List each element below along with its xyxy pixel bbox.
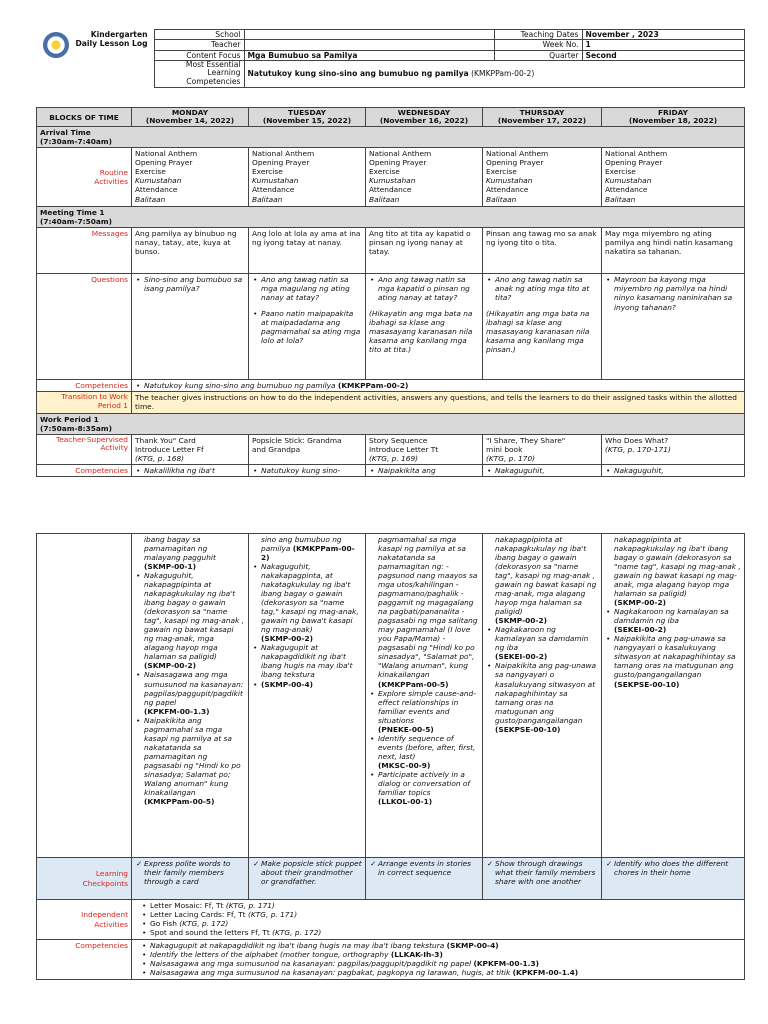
meeting-competencies: • Natutukoy kung sino-sino ang bumubuo ng pamilya (KMKPPam-00-2) (132, 380, 745, 392)
tsa-monday: Thank You" Card Introduce Letter Ff (KTG, p. 168) (132, 434, 249, 464)
message-tuesday: Ang lolo at lola ay ama at ina ng iyong tatay at nanay. (249, 228, 366, 274)
lesson-table-part1 (36, 107, 745, 477)
school-value (244, 30, 494, 40)
quarter-label: Quarter (494, 50, 582, 60)
week-value: 1 (582, 40, 744, 50)
quarter-value: Second (582, 50, 744, 60)
learning-checkpoints-label: Learning Checkpoints (37, 858, 132, 900)
routine-monday: National Anthem Opening Prayer Exercise Kumustahan Attendance Balitaan (132, 148, 249, 207)
teacher-label: Teacher (154, 40, 244, 50)
school-label: School (154, 30, 244, 40)
wp-comp-cont-wednesday: pagmamahal sa mga kasapi ng pamilya at sa nakatatanda sa pamamagitan ng: - pagsunod nang maayos sa mga utos/kahilingan - pagmamano/paghalik - paggamit ng magagalang na pagbati/pananalita - pagsasabi ng mga salitang may pagmamahal (I love you Papa/Mama) - pagsasabi ng "Hindi ko po sinasadya", "Salamat po", "Walang anuman", kung kinakailangan (KMKPPam-00-5) • Explore simple cause-and-effect relationships in familiar events and situations (PNEKE-00-5) • Identify sequence of events (before, after, first, next, last) (MKSC-00-9) • Participate actively in a dialog or conversation of familiar topics (LLKOL-00-1) (366, 534, 483, 858)
questions-monday: • Sino-sino ang bumubuo sa isang pamilya? (132, 274, 249, 380)
tsa-tuesday: Popsicle Stick: Grandma and Grandpa (249, 434, 366, 464)
wp-comp-wednesday: • Naipakikita ang (366, 464, 483, 476)
wp-comp-tuesday: • Natutukoy kung sino- (249, 464, 366, 476)
tsa-wednesday: Story Sequence Introduce Letter Tt (KTG, p. 169) (366, 434, 483, 464)
mel-value: Natutukoy kung sino-sino ang bumubuo ng pamilya (KMKPPam-00-2) (244, 60, 744, 87)
message-thursday: Pinsan ang tawag mo sa anak ng iyong tito o tita. (483, 228, 602, 274)
questions-label: Questions (37, 274, 132, 380)
arrival-time-row: Arrival Time (7:30am-7:40am) (37, 127, 745, 148)
teacher-value (244, 40, 494, 50)
content-focus-value: Mga Bumubuo sa Pamilya (244, 50, 494, 60)
transition-label: Transition to Work Period 1 (37, 392, 132, 413)
day-header-friday: FRIDAY (November 18, 2022) (602, 108, 745, 127)
routine-wednesday: National Anthem Opening Prayer Exercise Kumustahan Attendance Balitaan (366, 148, 483, 207)
tsa-thursday: "I Share, They Share" mini book (KTG, p. 170) (483, 434, 602, 464)
week-label: Week No. (494, 40, 582, 50)
day-header-monday: MONDAY (November 14, 2022) (132, 108, 249, 127)
work-period-row: Work Period 1 (7:50am-8:35am) (37, 413, 745, 434)
message-wednesday: Ang tito at tita ay kapatid o pinsan ng iyong nanay at tatay. (366, 228, 483, 274)
day-header-thursday: THURSDAY (November 17, 2022) (483, 108, 602, 127)
wp-comp-friday: • Nakaguguhit, (602, 464, 745, 476)
wp-comp-monday: • Nakalilikha ng iba't (132, 464, 249, 476)
day-header-wednesday: WEDNESDAY (November 16, 2022) (366, 108, 483, 127)
routine-tuesday: National Anthem Opening Prayer Exercise Kumustahan Attendance Balitaan (249, 148, 366, 207)
meeting-time-row: Meeting Time 1 (7:40am-7:50am) (37, 207, 745, 228)
wp-comp-cont-monday: ibang bagay sa pamamagitan ng malayang pagguhit (SKMP-00-1) • Nakaguguhit, nakapagpipinta at nakapagkukulay ng iba't ibang bagay o gawain (dekorasyon sa "name tag", kasapi ng mag-anak , gawain ng bawat kasapi ng mag-anak, mga alagang hayop mga halaman sa paligid) (SKMP-00-2) • Naisasagawa ang mga sumusunod na kasanayan: pagpilas/paggupit/pagdikit ng papel (KPKFM-00-1.3) • Naipakikita ang pagmamahal sa mga kasapi ng pamilya at sa nakatatanda sa pamamagitan ng pagsasabi ng "Hindi ko po sinasadya; Salamat po; Walang anuman" kung kinakailangan (KMKPPam-00-5) (132, 534, 249, 858)
mel-label: Most Essential Learning Competencies (154, 60, 244, 87)
teaching-dates-value: November , 2023 (582, 30, 744, 40)
lesson-table-part2 (36, 533, 745, 980)
meeting-competencies-label: Competencies (37, 380, 132, 392)
wp-comp-cont-thursday: nakapagpipinta at nakapagkukulay ng iba't ibang bagay o gawain (dekorasyon sa "name tag", kasapi ng mag-anak , gawain ng bawat kasapi ng mag-anak, mga alagang hayop mga halaman sa paligid) (SKMP-00-2) • Nagkakaroon ng kamalayan sa damdamin ng iba (SEKEI-00-2) • Naipakikita ang pag-unawa sa nangyayari o kasalukuyang sitwasyon at nakapaghihintay sa tamang oras na matugunan ang gusto/pangangailangan (SEKPSE-00-10) (483, 534, 602, 858)
header-table (36, 29, 745, 88)
routine-label: Routine Activities (37, 148, 132, 207)
lc-thursday: ✓ Show through drawings what their family members share with one another (483, 858, 602, 900)
messages-label: Messages (37, 228, 132, 274)
wp-competencies-label: Competencies (37, 464, 132, 476)
message-monday: Ang pamilya ay binubuo ng nanay, tatay, ate, kuya at bunso. (132, 228, 249, 274)
wp-comp-cont-friday: nakapagpipinta at nakapagkukulay ng iba't ibang bagay o gawain (dekorasyon sa "name tag", kasapi ng mag-anak , gawain ng bawat kasapi ng mag-anak, mga alagang hayop mga halaman sa paligid) (SKMP-00-2) • Nagkakaroon ng kamalayan sa damdamin ng iba (SEKEI-00-2) • Naipakikita ang pag-unawa sa nangyayari o kasalukuyang sitwasyon at nakapaghihintay sa tamang oras na matugunan ang gusto/pangangailangan (SEKPSE-00-10) (602, 534, 745, 858)
blocks-of-time-header: BLOCKS OF TIME (37, 108, 132, 127)
lc-friday: ✓ Identify who does the different chores in their home (602, 858, 745, 900)
teaching-dates-label: Teaching Dates (494, 30, 582, 40)
wp-comp-cont-label (37, 534, 132, 858)
tsa-friday: Who Does What? (KTG, p. 170-171) (602, 434, 745, 464)
questions-friday: • Mayroon ba kayong mga miyembro ng pamilya na hindi ninyo kasamang naninirahan sa inyong tahanan? (602, 274, 745, 380)
questions-tuesday: • Ano ang tawag natin sa mga magulang ng ating nanay at tatay? • Paano natin maipapakita at maipadadama ang pagmamahal sa ating mga lolo at lola? (249, 274, 366, 380)
transition-text: The teacher gives instructions on how to do the independent activities, answers any questions, and tells the learners to do their assigned tasks within the allotted time. (132, 392, 745, 413)
lc-tuesday: ✓ Make popsicle stick puppet about their grandmother or grandfather. (249, 858, 366, 900)
lc-wednesday: ✓ Arrange events in stories in correct sequence (366, 858, 483, 900)
routine-friday: National Anthem Opening Prayer Exercise Kumustahan Attendance Balitaan (602, 148, 745, 207)
wp-comp-thursday: • Nakaguguhit, (483, 464, 602, 476)
day-header-tuesday: TUESDAY (November 15, 2022) (249, 108, 366, 127)
independent-activities: • Letter Mosaic: Ff, Tt (KTG, p. 171) • Letter Lacing Cards: Ff, Tt (KTG, p. 171) • Go Fish (KTG, p. 172) • Spot and sound the letters Ff, Tt (KTG, p. 172) (132, 900, 745, 940)
questions-thursday: • Ano ang tawag natin sa anak ng ating mga tito at tita? (Hikayatin ang mga bata na ibahagi sa klase ang masasayang karanasan nila kasama ang kanilang mga pinsan.) (483, 274, 602, 380)
log-title: Daily Lesson Log (75, 38, 148, 48)
message-friday: May mga miyembro ng ating pamilya ang hindi natin kasamang nakatira sa tahanan. (602, 228, 745, 274)
ia-competencies-label: Competencies (37, 940, 132, 980)
questions-wednesday: • Ano ang tawag natin sa mga kapatid o pinsan ng ating nanay at tatay? (Hikayatin ang mga bata na ibahagi sa klase ang masasayang karanasan nila kasama ang kanilang mga tito at tita.) (366, 274, 483, 380)
school-level: Kindergarten (90, 29, 148, 39)
lc-monday: ✓ Express polite words to their family members through a card (132, 858, 249, 900)
tsa-label: Teacher-Supervised Activity (37, 434, 132, 464)
independent-activities-label: Independent Activities (37, 900, 132, 940)
wp-comp-cont-tuesday: sino ang bumubuo ng pamilya (KMKPPam-00-2) • Nakaguguhit, nakakapagpinta, at nakatagkukulay ng iba't ibang bagay o gawain (dekorasyon sa "name tag," kasapi ng mag-anak, gawain ng bawa't kasapi ng mag-anak) (SKMP-00-2) • Nakagugupit at nakapagdidikit ng iba't ibang hugis na may iba't ibang tekstura • (SKMP-00-4) (249, 534, 366, 858)
content-focus-label: Content Focus (154, 50, 244, 60)
routine-thursday: National Anthem Opening Prayer Exercise Kumustahan Attendance Balitaan (483, 148, 602, 207)
ia-competencies: • Nakagugupit at nakapagdidikit ng iba't ibang hugis na may iba't ibang tekstura (SKMP-00-4) • Identify the letters of the alphabet (mother tongue, orthography (LLKAK-Ih-3) • Naisasagawa ang mga sumusunod na kasanayan: pagpilas/paggupit/pagdikit ng papel (KPKFM-00-1.3) • Naisasagawa ang mga sumusunod na kasanayan: pagbakat, pagkopya ng larawan, hugis, at titik (KPKFM-00-1.4) (132, 940, 745, 980)
